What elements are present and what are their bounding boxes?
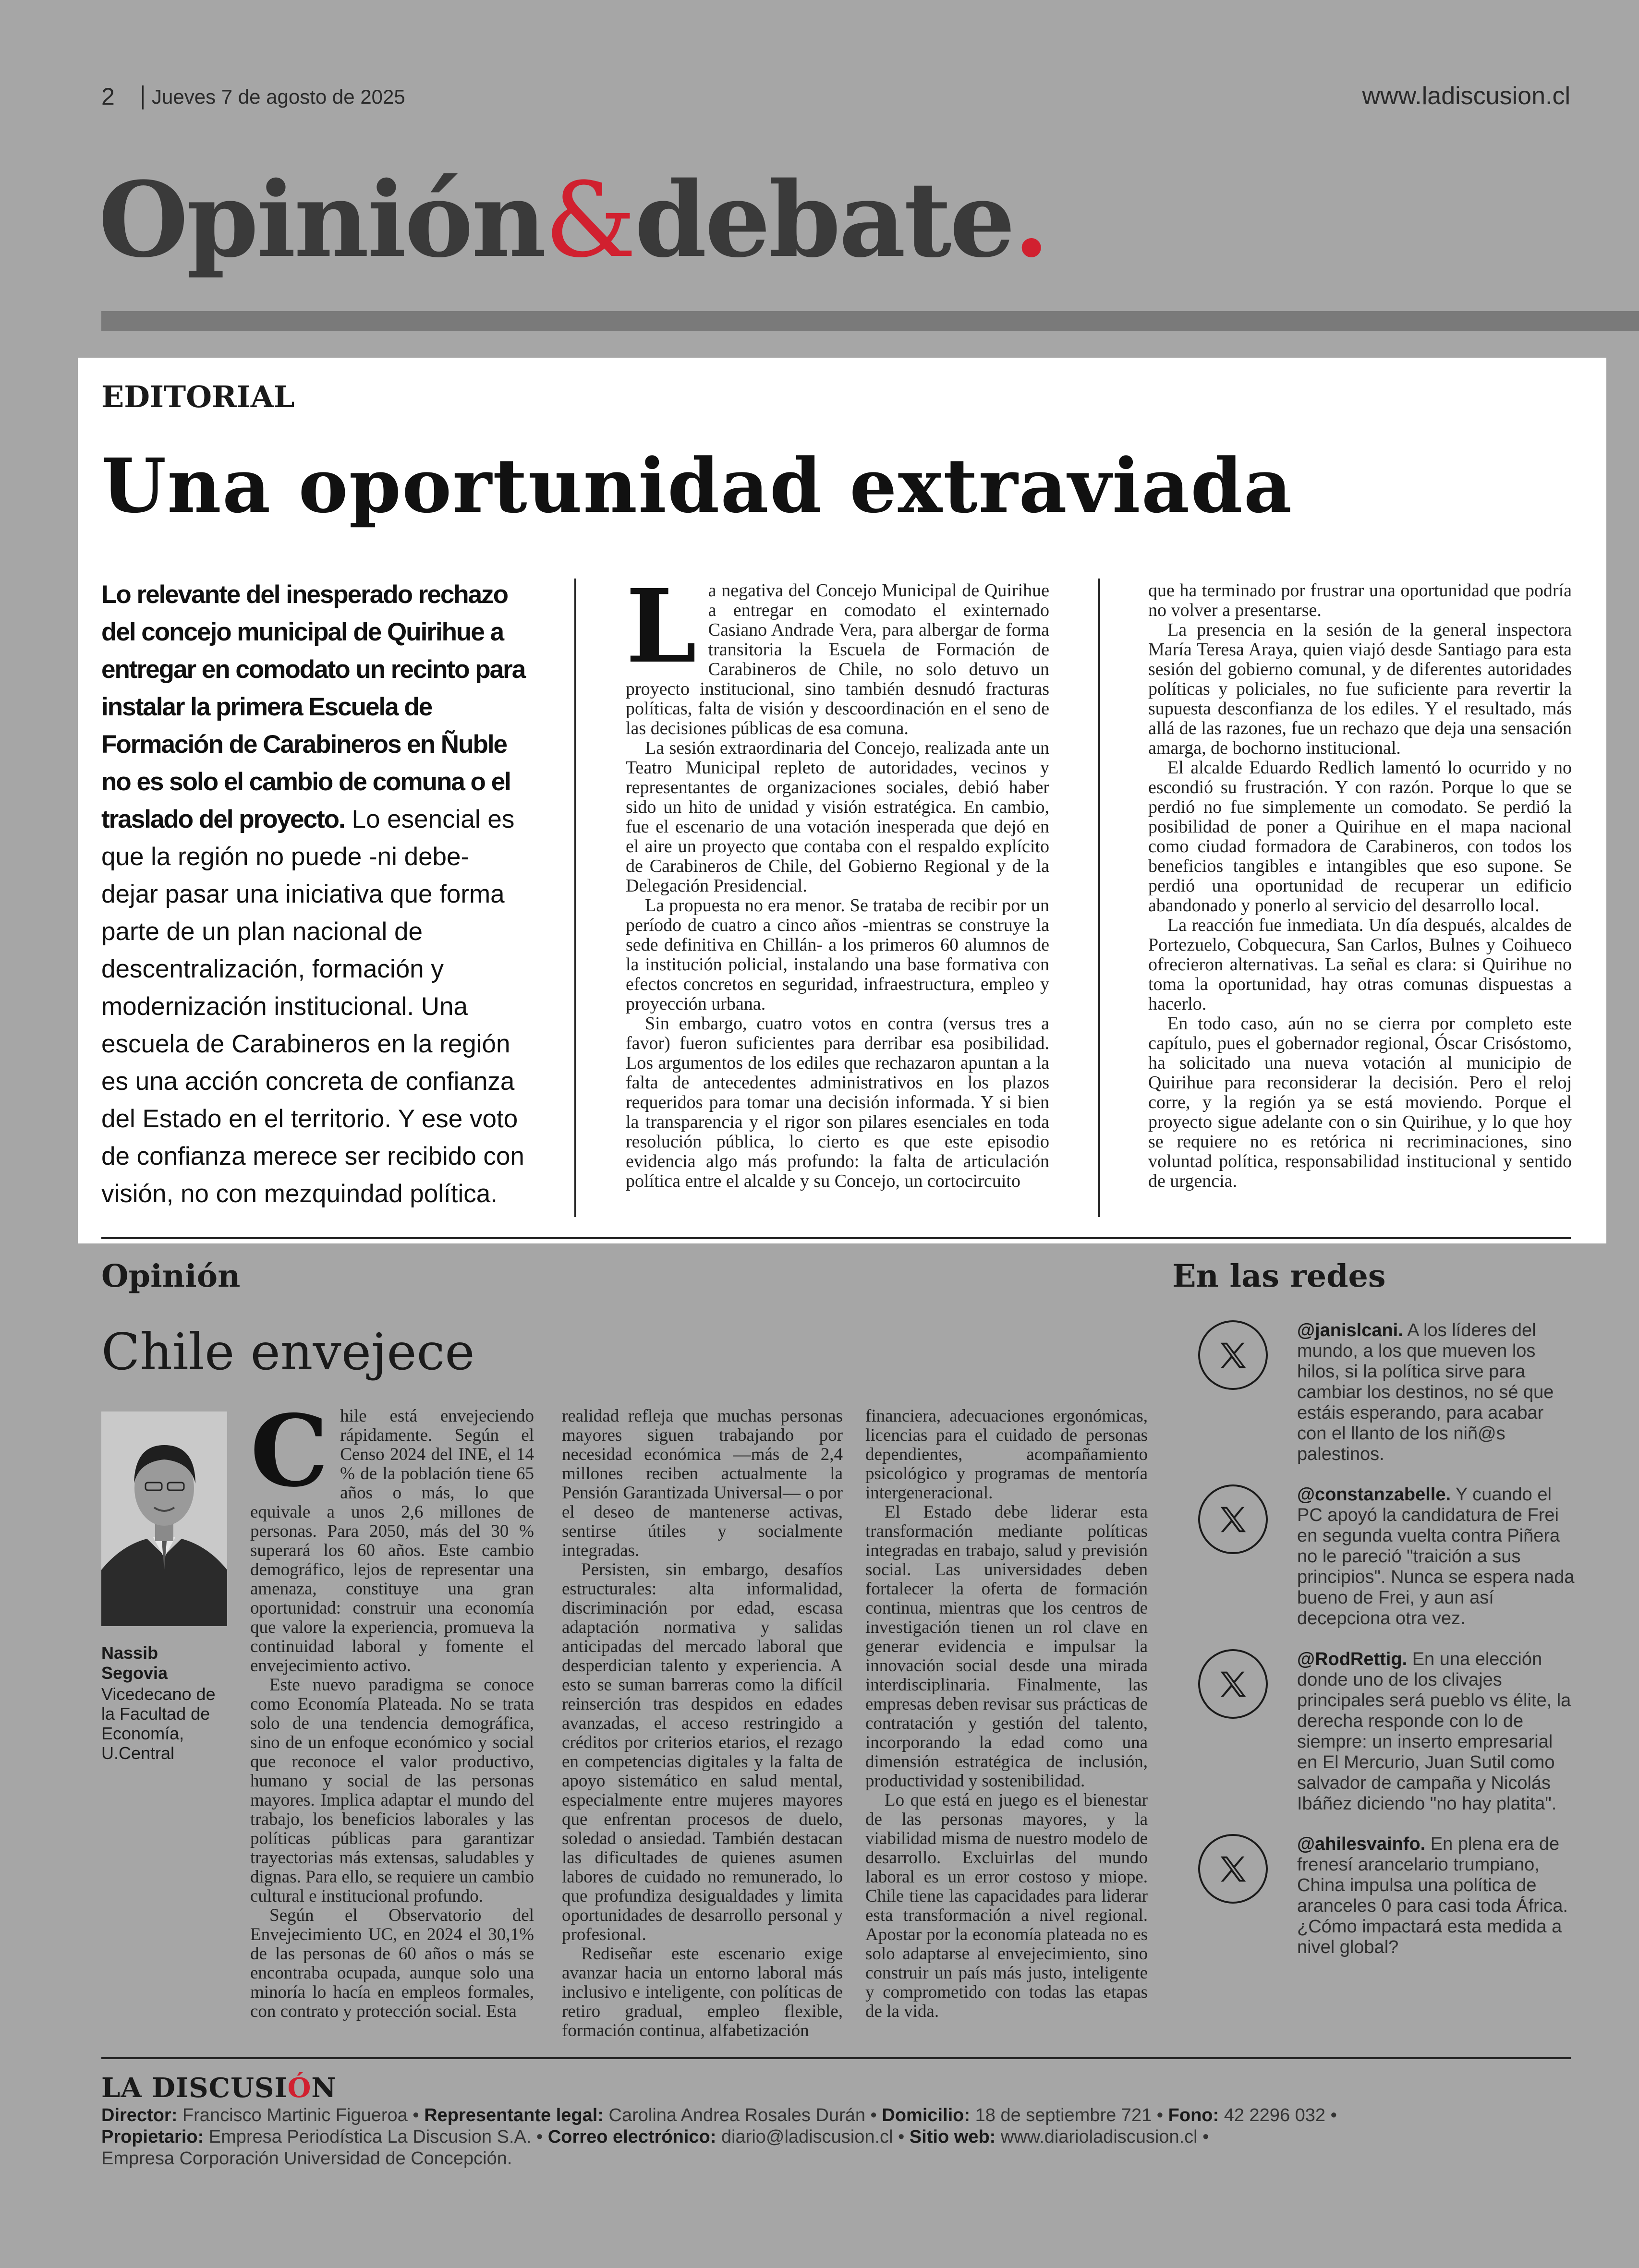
section-title-part2: debate (634, 159, 1014, 280)
dropcap: C (250, 1394, 329, 1509)
opinion-column-2 (562, 1407, 843, 2040)
editorial-bottom-rule (101, 1237, 1571, 1239)
footer-label: Domicilio: (882, 2105, 971, 2125)
footer-value[interactable]: diario@ladiscusion.cl • (716, 2127, 910, 2147)
issue-date: Jueves 7 de agosto de 2025 (152, 85, 405, 108)
footer-value: 18 de septiembre 721 • (970, 2105, 1168, 2125)
x-logo-icon (1198, 1320, 1268, 1390)
paragraph: Persisten, sin embargo, desafíos estructurales: alta informalidad, discriminación por edad, escasa adaptación normativa y salidas anticipadas del mercado laboral que desperdician talento y experiencia. A esto se suman barreras como la difícil reinserción tras despidos en edades avanzadas, el acceso restringido a créditos por criterios etarios, el rezago en competencias digitales y la falta de apoyo sistemático en salud mental, especialmente entre mujeres mayores que enfrentan procesos de duelo, soledad o ansiedad. También destacan las dificultades de quienes asumen labores de cuidado no remunerado, lo que profundiza desigualdades y limita oportunidades de desarrollo personal y profesional. (562, 1560, 843, 1944)
footer-label: Representante legal: (424, 2105, 604, 2125)
tweet-handle[interactable]: @ahilesvainfo. (1297, 1834, 1426, 1854)
logo-text: LA DISCUSI (101, 2072, 288, 2104)
paragraph: Rediseñar este escenario exige avanzar hacia un entorno laboral más inclusivo e inteligente, con políticas de retiro gradual, empleo flexible, formación continua, alfabetización (562, 1944, 843, 2040)
footer-value: Empresa Periodística La Discusion S.A. • (204, 2127, 548, 2147)
paragraph: La reacción fue inmediata. Un día después, alcaldes de Portezuelo, Cobquecura, San Carlos, Bulnes y Coihueco ofrecieron alternativas. La señal es clara: si Quirihue no toma la oportunidad, hay otras comunas dispuestas a hacerlo. (1148, 915, 1572, 1014)
editorial-lede-bold: Lo relevante del inesperado rechazo del concejo municipal de Quirihue a entregar en comodato un recinto para instalar la primera Escuela de Formación de Carabineros en Ñuble no es solo el cambio de comuna o el traslado del proyecto. (101, 580, 525, 833)
tweet-body: En plena era de frenesí arancelario trumpiano, China impulsa una política de aranceles 0 para casi toda África. ¿Cómo impactará esta medida a nivel global? (1297, 1834, 1568, 1957)
x-logo-icon (1198, 1484, 1268, 1554)
footer-rule (101, 2057, 1571, 2059)
tweet-handle[interactable]: @constanzabelle. (1297, 1484, 1451, 1505)
header-divider (142, 85, 144, 109)
footer-value: Francisco Martinic Figueroa • (177, 2105, 425, 2125)
author-role: Vicedecano de la Facultad de Economía, U.Central (101, 1684, 216, 1763)
opinion-title: Chile envejece (101, 1323, 475, 1381)
section-title-dot: . (1013, 159, 1048, 280)
paragraph: En todo caso, aún no se cierra por completo este capítulo, pues el gobernador regional, Óscar Crisóstomo, ha solicitado una nueva votación al municipio de Quirihue para reconsiderar la decisión. Pero el reloj corre, y la región ya se está moviendo. Porque el proyecto sigue adelante con o sin Quirihue, y lo que hoy se requiere no es retórica ni recriminaciones, sino voluntad política, responsabilidad institucional y sentido de urgencia. (1148, 1013, 1572, 1191)
paragraph: El alcalde Eduardo Redlich lamentó lo ocurrido y no escondió su frustración. Y con razón. Porque lo que se perdió no fue simplemente un comodato. Se perdió la posibilidad de poner a Quirihue en el mapa nacional como ciudad formadora de Carabineros, con todos los beneficios tangibles e intangibles que eso supone. Se perdió una oportunidad de recuperar un edificio abandonado y ponerlo al servicio del desarrollo local. (1148, 758, 1572, 916)
paragraph: La propuesta no era menor. Se trataba de recibir por un período de cuatro a cinco años -mientras se construye la sede definitiva en Chillán- a los primeros 60 alumnos de la institución policial, instalando una base formativa con efectos concretos en seguridad, infraestructura, empleo y proyección urbana. (626, 895, 1049, 1014)
footer-label: Fono: (1168, 2105, 1219, 2125)
newspaper-logo (101, 2072, 337, 2104)
paragraph: El Estado debe liderar esta transformación mediante políticas integradas en trabajo, salud y previsión social. Las universidades deben fortalecer la oferta de formación continua, mientras que los centros de investigación tienen un rol clave en generar evidencia e impulsar la innovación social desde una mirada interdisciplinaria. Finalmente, las empresas deben revisar sus prácticas de contratación y gestión del talento, incorporando la edad como una dimensión estratégica de inclusión, productividad y sostenibilidad. (865, 1502, 1148, 1791)
section-title (98, 159, 1048, 280)
footer-label: Sitio web: (909, 2127, 996, 2147)
logo-text-end: N (311, 2072, 337, 2104)
editorial-label: EDITORIAL (101, 379, 295, 414)
x-logo-icon (1198, 1649, 1268, 1719)
logo-accent: Ó (287, 2072, 312, 2104)
paragraph: La sesión extraordinaria del Concejo, realizada ante un Teatro Municipal repleto de autoridades, vecinos y representantes de organizaciones sociales, debió haber sido un hito de unidad y visión estratégica. En cambio, fue el escenario de una votación inesperada que dejó en el aire un proyecto que contaba con el respaldo explícito de Carabineros de Chile, del Gobierno Regional y de la Delegación Presidencial. (626, 738, 1049, 896)
column-divider (1098, 579, 1100, 1217)
paragraph: La presencia en la sesión de la general inspectora María Teresa Araya, quien viajó desde Santiago para esta sesión del gobierno comunal, y de diferentes autoridades políticas y policiales, no fue suficiente para revertir la supuesta desconfianza de los ediles. Y el resultado, más allá de las razones, fue un rechazo que deja una sensación amarga, de bochorno institucional. (1148, 620, 1572, 758)
paragraph: hile está envejeciendo rápidamente. Según el Censo 2024 del INE, el 14 % de la población tiene 65 años o más, lo que equivale a unos 2,6 millones de personas. Para 2050, más del 30 % superará los 60 años. Este cambio demográfico, lejos de representar una amenaza, constituye una gran oportunidad: construir una economía que valore la experiencia, promueva la continuidad laboral y fomente el envejecimiento activo. (250, 1406, 534, 1676)
paragraph: Según el Observatorio del Envejecimiento UC, en 2024 el 30,1% de las personas de 60 años o más se encontraba ocupada, aunque solo una minoría lo hacía en empleos formales, con contrato y protección social. Esta (250, 1906, 534, 2021)
tweet-handle[interactable]: @janislcani. (1297, 1320, 1403, 1340)
author-portrait-icon (101, 1411, 227, 1626)
paragraph: Lo que está en juego es el bienestar de las personas mayores, y la viabilidad misma de nuestro modelo de desarrollo. Excluirlas del mundo laboral es un error costoso y miope. Chile tiene las capacidades para liderar esta transformación a nivel regional. Apostar por la economía plateada no es solo adaptarse al envejecimiento, sino construir un país más justo, inteligente y comprometido con todas las etapas de la vida. (865, 1790, 1148, 2021)
editorial-lede-rest: Lo esencial es que la región no puede -ni debe- dejar pasar una iniciativa que forma parte de un plan nacional de descentralización, formación y modernización institucional. Una escuela de Carabineros en la región es una acción concreta de confianza del Estado en el territorio. Y ese voto de confianza merece ser recibido con visión, no con mezquindad política. (101, 805, 524, 1208)
opinion-column-1 (250, 1394, 534, 2021)
footer-label: Director: (101, 2105, 178, 2125)
column-divider (574, 579, 576, 1217)
footer-credits-line3: Empresa Corporación Universidad de Concepción. (101, 2148, 512, 2169)
tweet-text (1297, 1320, 1576, 1465)
x-logo-icon (1198, 1834, 1268, 1904)
author-photo (101, 1411, 227, 1626)
footer-label: Correo electrónico: (547, 2127, 716, 2147)
editorial-title: Una oportunidad extraviada (101, 442, 1293, 530)
tweet-text (1297, 1649, 1576, 1814)
footer-credits-line2 (101, 2127, 1209, 2147)
opinion-column-3 (865, 1407, 1148, 2021)
page-number: 2 (101, 83, 115, 110)
site-url[interactable]: www.ladiscusion.cl (1362, 82, 1570, 110)
dropcap: L (626, 567, 697, 686)
section-title-part1: Opinión (98, 159, 545, 280)
tweet-body: Y cuando el PC apoyó la candidatura de Frei en segunda vuelta contra Piñera no le pareció "traición a sus principios". Nunca se espera nada bueno de Frei, y aun así decepciona otra vez. (1297, 1484, 1575, 1629)
footer-label: Propietario: (101, 2127, 204, 2147)
tweet-text (1297, 1834, 1576, 1958)
footer-credits-line1 (101, 2105, 1337, 2126)
author-name: Nassib Segovia (101, 1643, 168, 1683)
section-rule (101, 311, 1639, 331)
tweet-handle[interactable]: @RodRettig. (1297, 1649, 1408, 1669)
editorial-column-3 (1148, 581, 1572, 1191)
editorial-column-2 (626, 567, 1049, 1191)
opinion-label: Opinión (101, 1258, 241, 1294)
tweet-body: A los líderes del mundo, a los que mueven los hilos, si la política sirve para cambiar los destinos, no sé que estáis esperando, para acabar con el llanto de los niñ@s palestinos. (1297, 1320, 1554, 1464)
tweet-body: En una elección donde uno de los clivajes principales será pueblo vs élite, la derecha responde con lo de siempre: un inserto empresarial en El Mercurio, Juan Sutil como salvador de campaña y Nicolás Ibáñez diciendo "no hay platita". (1297, 1649, 1571, 1814)
editorial-lede (101, 576, 529, 1213)
social-label: En las redes (1172, 1258, 1386, 1294)
paragraph: que ha terminado por frustrar una oportunidad que podría no volver a presentarse. (1148, 580, 1572, 620)
paragraph: Este nuevo paradigma se conoce como Economía Plateada. No se trata solo de una tendencia demográfica, sino de un enfoque económico y social que reconoce el valor productivo, humano y social de las personas mayores. Implica adaptar el mundo del trabajo, los beneficios laborales y las políticas públicas para garantizar trayectorias más extensas, saludables y dignas. Para ello, se requiere un cambio cultural e institucional profundo. (250, 1675, 534, 1906)
tweet-text (1297, 1484, 1576, 1629)
footer-value[interactable]: www.diarioladiscusion.cl • (996, 2127, 1209, 2147)
paragraph: realidad refleja que muchas personas mayores siguen trabajando por necesidad económica —más de 2,4 millones reciben actualmente la Pensión Garantizada Universal— o por el deseo de mantenerse activas, sentirse útiles y socialmente integradas. (562, 1406, 843, 1560)
section-title-amp: & (545, 160, 635, 280)
paragraph: financiera, adecuaciones ergonómicas, licencias para el cuidado de personas dependientes, acompañamiento psicológico y programas de mentoría intergeneracional. (865, 1406, 1148, 1503)
paragraph: Sin embargo, cuatro votos en contra (versus tres a favor) fueron suficientes para derribar esa posibilidad. Los argumentos de los ediles que rechazaron apuntan a la falta de antecedentes administrativos en los plazos requeridos para tomar una decisión informada. Y si bien la transparencia y el rigor son pilares esenciales en toda resolución pública, lo cierto es que este episodio evidencia algo más profundo: la falta de articulación política entre el alcalde y su Concejo, un cortocircuito (626, 1013, 1049, 1191)
footer-value: 42 2296 032 • (1219, 2105, 1337, 2125)
paragraph: a negativa del Concejo Municipal de Quirihue a entregar en comodato el exinternado Casiano Andrade Vera, para albergar de forma transitoria la Escuela de Formación de Carabineros de Chile, no solo detuvo un proyecto institucional, sino también desnudó fracturas políticas, falta de visión y descoordinación en el seno de las decisiones públicas de esa comuna. (626, 580, 1049, 738)
footer-value: Carolina Andrea Rosales Durán • (603, 2105, 882, 2125)
